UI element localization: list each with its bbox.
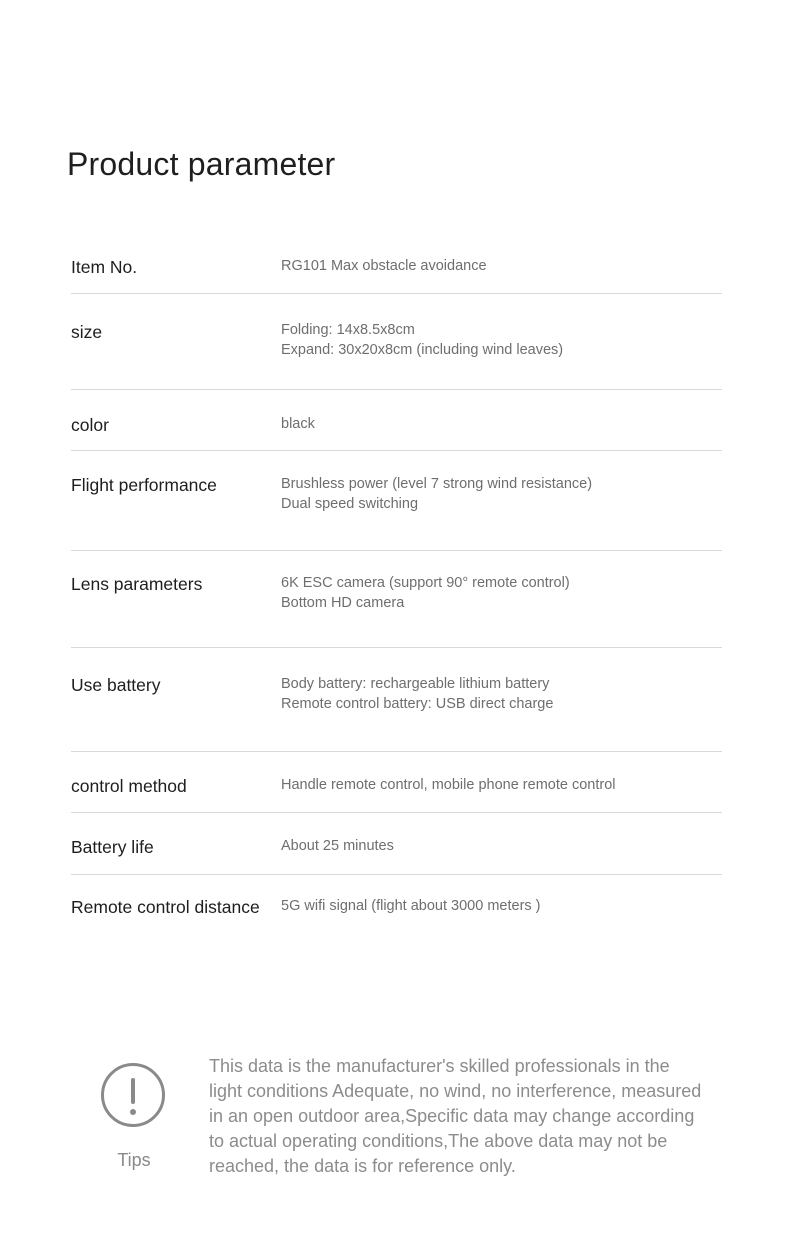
param-value: Folding: 14x8.5x8cm <box>281 322 415 338</box>
param-label: size <box>71 322 103 342</box>
param-values <box>281 414 315 434</box>
tips-line: in an open outdoor area,Specific data may change according <box>209 1106 695 1126</box>
param-values <box>281 320 563 360</box>
parameter-table <box>71 242 722 935</box>
param-value: Bottom HD camera <box>281 595 405 611</box>
tips-line: This data is the manufacturer's skilled professionals in the <box>209 1056 670 1076</box>
table-row <box>71 451 722 551</box>
table-row <box>71 813 722 875</box>
page-title: Product parameter <box>67 146 336 182</box>
param-value: Brushless power (level 7 strong wind resistance) <box>281 476 593 492</box>
param-label: control method <box>71 776 187 796</box>
param-value: About 25 minutes <box>281 838 394 854</box>
tips-line: light conditions Adequate, no wind, no interference, measured <box>209 1081 702 1101</box>
table-row <box>71 242 722 294</box>
param-values <box>281 836 394 856</box>
param-label: Lens parameters <box>71 574 203 594</box>
param-label: Remote control distance <box>71 897 260 917</box>
tips-text <box>209 1054 719 1179</box>
param-label: Use battery <box>71 675 161 695</box>
exclamation-circle-icon <box>101 1063 165 1127</box>
param-label: Battery life <box>71 837 154 857</box>
param-values <box>281 896 541 916</box>
param-values <box>281 474 592 514</box>
table-row <box>71 648 722 752</box>
param-values <box>281 674 553 714</box>
param-values <box>281 256 487 276</box>
param-value: black <box>281 416 315 432</box>
tips-line: reached, the data is for reference only. <box>209 1156 516 1176</box>
param-values <box>281 775 615 795</box>
param-value: Handle remote control, mobile phone remote control <box>281 777 616 793</box>
param-label: Flight performance <box>71 475 217 495</box>
param-value: Body battery: rechargeable lithium battery <box>281 676 550 692</box>
table-row <box>71 752 722 813</box>
param-value: 5G wifi signal (flight about 3000 meters ) <box>281 898 541 914</box>
param-value: Dual speed switching <box>281 496 419 512</box>
param-label: color <box>71 415 109 435</box>
table-row <box>71 390 722 451</box>
tips-line: to actual operating conditions,The above data may not be <box>209 1131 668 1151</box>
param-values <box>281 573 570 613</box>
param-value: 6K ESC camera (support 90° remote control) <box>281 575 570 591</box>
table-row <box>71 875 722 935</box>
tips-label: Tips <box>117 1150 151 1170</box>
table-row <box>71 551 722 648</box>
param-value: Expand: 30x20x8cm (including wind leaves) <box>281 342 564 358</box>
param-value: Remote control battery: USB direct charge <box>281 696 554 712</box>
table-row <box>71 294 722 390</box>
param-label: Item No. <box>71 257 138 277</box>
param-value: RG101 Max obstacle avoidance <box>281 258 487 274</box>
tips-section <box>0 1050 790 1200</box>
